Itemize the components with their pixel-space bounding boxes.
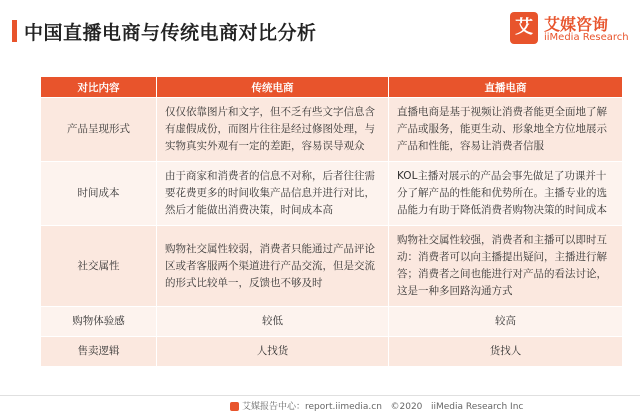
footer-copyright: ©2020 <box>390 402 423 412</box>
header-dimension: 对比内容 <box>41 77 157 98</box>
row-live: 直播电商是基于视频让消费者能更全面地了解产品或服务，能更生动、形象地全方位地展示产品和性能，容易让消费者信服 <box>389 98 623 162</box>
brand-name-en: iiMedia Research <box>544 32 629 43</box>
table-row <box>41 98 623 162</box>
header-live: 直播电商 <box>389 77 623 98</box>
header-traditional: 传统电商 <box>157 77 389 98</box>
row-traditional: 仅仅依靠图片和文字，但不乏有些文字信息含有虚假成份，而图片往往是经过修图处理，与实物真实外观有一定的差距，容易误导观众 <box>157 98 389 162</box>
row-traditional: 较低 <box>157 307 389 337</box>
footer-divider <box>0 395 640 396</box>
table-row <box>41 307 623 337</box>
title-accent-bar <box>12 20 17 42</box>
table-row <box>41 162 623 226</box>
table-row <box>41 226 623 307</box>
footer-source: 艾媒报告中心：report.iimedia.cn <box>242 402 382 412</box>
row-traditional: 由于商家和消费者的信息不对称，后者往往需要花费更多的时间收集产品信息并进行对比，然后才能做出消费决策，时间成本高 <box>157 162 389 226</box>
row-traditional: 购物社交属性较弱，消费者只能通过产品评论区或者客服两个渠道进行产品交流，但是交流的形式比较单一，反馈也不够及时 <box>157 226 389 307</box>
brand-mark-icon: 艾 <box>510 12 538 44</box>
table-header-row <box>41 77 623 98</box>
row-dimension: 购物体验感 <box>41 307 157 337</box>
row-dimension: 产品呈现形式 <box>41 98 157 162</box>
brand-logo <box>510 12 629 46</box>
row-live: 较高 <box>389 307 623 337</box>
row-live: 购物社交属性较强，消费者和主播可以即时互动：消费者可以向主播提出疑问，主播进行解答；消费者之间也能进行对产品的看法讨论，这是一种多回路沟通方式 <box>389 226 623 307</box>
row-dimension: 社交属性 <box>41 226 157 307</box>
table-row <box>41 337 623 367</box>
row-dimension: 售卖逻辑 <box>41 337 157 367</box>
row-live: 货找人 <box>389 337 623 367</box>
brand-name-cn: 艾媒咨询 <box>544 15 609 34</box>
row-traditional: 人找货 <box>157 337 389 367</box>
page-title: 中国直播电商与传统电商对比分析 <box>24 22 317 44</box>
row-live: KOL主播对展示的产品会事先做足了功课并十分了解产品的性能和优势所在。主播专业的选品能力有助于降低消费者购物决策的时间成本 <box>389 162 623 226</box>
footer-org: iiMedia Research Inc <box>431 402 524 412</box>
row-dimension: 时间成本 <box>41 162 157 226</box>
brand-small-icon <box>230 402 239 411</box>
comparison-table <box>40 76 623 367</box>
footer <box>230 399 523 412</box>
